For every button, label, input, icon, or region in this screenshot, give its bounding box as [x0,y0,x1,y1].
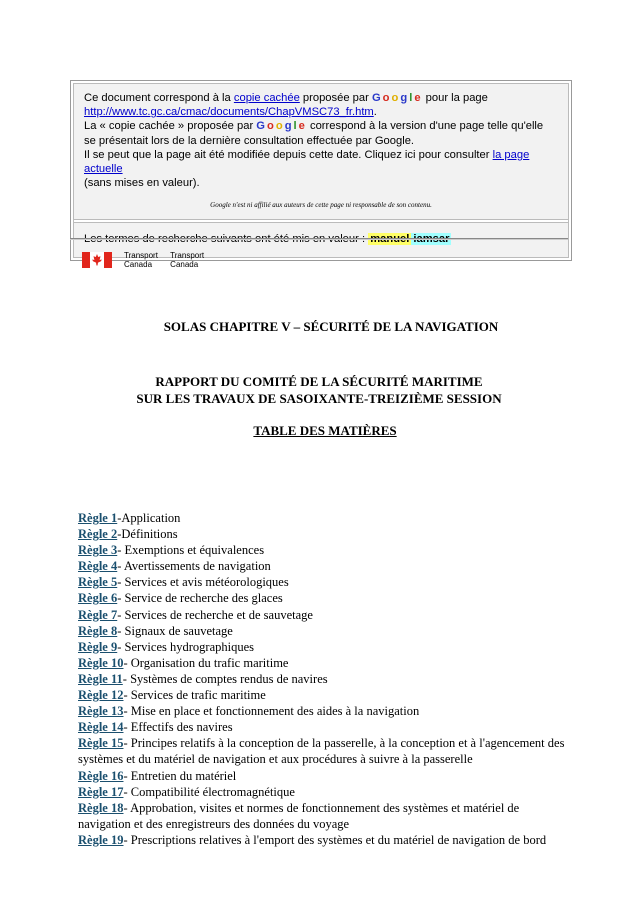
toc-rule-link[interactable]: Règle 10 [78,655,124,670]
toc-rule-link[interactable]: Règle 3 [78,543,118,558]
toc-item [78,655,568,671]
cache-notice-text-1: Ce document correspond à la [84,92,234,104]
table-of-contents [78,510,568,848]
cache-notice-text-5: correspond à la version d'une page telle qu'elle se présentait lors de la dernière consultation effectuée par Google. [84,120,544,147]
toc-item-text: - Compatibilité électromagnétique [123,784,295,799]
toc-rule-link[interactable]: Règle 5 [78,575,118,590]
google-cache-box [70,80,572,261]
toc-item-text: - Prescriptions relatives à l'emport des systèmes et du matériel de navigation de bord [123,832,547,847]
toc-item [78,574,568,590]
logo-en-line1: Transport [124,251,158,260]
toc-item [78,784,568,800]
toc-item [78,510,568,526]
toc-item-text: - Services de recherche et de sauvetage [117,607,313,622]
cached-copy-link[interactable]: copie cachée [233,92,300,104]
cache-notice-text-6: Il se peut que la page ait été modifiée depuis cette date. Cliquez ici pour consulter [84,148,493,161]
toc-rule-link[interactable]: Règle 15 [78,736,124,751]
toc-rule-link[interactable]: Règle 8 [78,623,118,638]
report-title-line2: SUR LES TRAVAUX DE SASOIXANTE-TREIZIÈME SESSION [136,391,502,406]
toc-item [78,558,568,574]
toc-item-text: - Services hydrographiques [117,639,255,654]
logo-french [170,251,204,269]
google-cache-inner [73,83,569,258]
toc-item [78,719,568,735]
toc-item [78,703,568,719]
toc-rule-link[interactable]: Règle 2 [78,527,118,542]
toc-item-text: - Services de trafic maritime [123,688,266,703]
toc-rule-link[interactable]: Règle 4 [78,559,118,574]
toc-item [78,832,568,848]
toc-item-text: - Mise en place et fonctionnement des aides à la navigation [123,704,420,719]
toc-item-text: -Application [117,511,181,525]
cache-notice-text-7: (sans mises en valeur). [84,177,200,190]
toc-rule-link[interactable]: Règle 1 [78,511,118,525]
toc-item-text: - Approbation, visites et normes de fonctionnement des systèmes et matériel de navigation et des enregistreurs des données du voyage [78,800,520,831]
logo-en-line2: Canada [124,260,153,269]
toc-item-text: - Systèmes de comptes rendus de navires [122,671,328,686]
toc-item [78,639,568,655]
toc-rule-link[interactable]: Règle 9 [78,639,118,654]
toc-item-text: - Principes relatifs à la conception de la passerelle, à la conception et à l'agencement des systèmes et du matériel de navigation et aux procédures à suivre à la passerelle [78,736,565,767]
logo-english [124,251,158,269]
cache-notice [74,84,568,219]
toc-item [78,623,568,639]
google-disclaimer: Google n'est ni affilié aux auteurs de cette page ni responsable de son contenu. [210,201,432,210]
toc-heading: TABLE DES MATIÈRES [253,423,397,438]
logo-fr-line1: Transport [170,251,205,260]
cache-notice-text-3: pour la page [422,92,488,104]
canada-flag-icon [82,252,112,268]
toc-item [78,687,568,703]
toc-item [78,542,568,558]
toc-rule-link[interactable]: Règle 11 [78,671,123,686]
toc-item [78,607,568,623]
toc-item-text: - Signaux de sauvetage [117,623,233,638]
toc-item-text: - Entretien du matériel [123,768,237,783]
toc-item [78,590,568,606]
chapter-title: SOLAS CHAPITRE V – SÉCURITÉ DE LA NAVIGATION [163,319,499,334]
current-page-link[interactable]: la page actuelle [84,148,530,176]
toc-item [78,526,568,542]
toc-item-text: - Services et avis météorologiques [117,575,289,590]
toc-item [78,800,568,832]
toc-item [78,671,568,687]
toc-rule-link[interactable]: Règle 6 [78,591,118,606]
transport-canada-wordmark [124,251,214,269]
toc-rule-link[interactable]: Règle 17 [78,784,124,799]
toc-rule-link[interactable]: Règle 14 [78,720,124,735]
logo-fr-line2: Canada [170,260,199,269]
toc-item [78,768,568,784]
url-period: . [373,106,377,119]
cache-notice-text-4: La « copie cachée » proposée par [84,120,257,133]
toc-item-text: - Organisation du trafic maritime [123,655,289,670]
toc-item-text: -Définitions [117,527,178,542]
horizontal-divider [70,238,568,240]
cache-notice-text-2: proposée par [299,92,372,104]
source-url-link[interactable]: http://www.tc.gc.ca/cmac/documents/ChapVMSC73_fr.htm [84,106,374,119]
toc-item-text: - Exemptions et équivalences [117,543,265,558]
toc-rule-link[interactable]: Règle 13 [78,704,124,719]
toc-item-text: - Avertissements de navigation [117,559,271,574]
toc-rule-link[interactable]: Règle 16 [78,768,124,783]
toc-item [78,735,568,767]
toc-rule-link[interactable]: Règle 19 [78,832,124,847]
toc-rule-link[interactable]: Règle 18 [78,800,124,815]
google-wordmark-2: Google [256,120,307,133]
toc-item-text: - Service de recherche des glaces [117,591,283,606]
toc-rule-link[interactable]: Règle 7 [78,607,118,622]
report-title-line1: RAPPORT DU COMITÉ DE LA SÉCURITÉ MARITIME [155,374,483,389]
toc-item-text: - Effectifs des navires [123,720,233,735]
google-wordmark: Google [371,92,423,104]
toc-rule-link[interactable]: Règle 12 [78,688,124,703]
